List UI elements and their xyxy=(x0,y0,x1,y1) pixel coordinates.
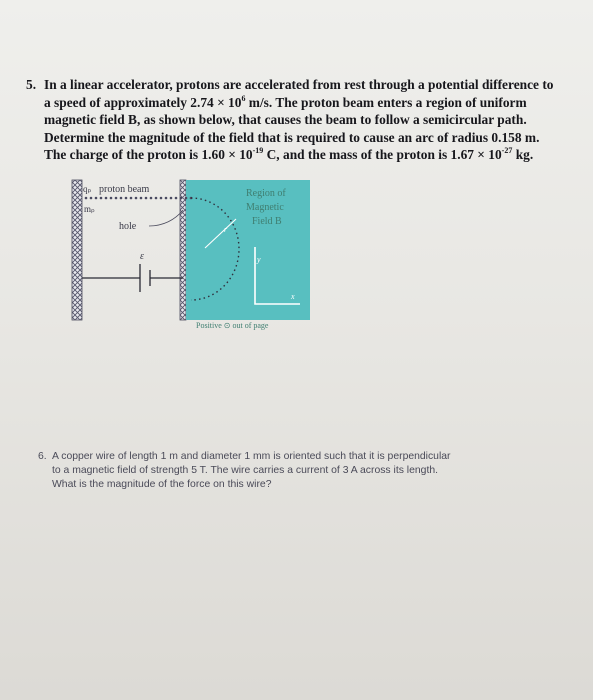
problem-5-number: 5. xyxy=(26,77,37,92)
region-label-line-1: Region of xyxy=(246,188,286,199)
mass-exponent: -27 xyxy=(501,146,513,156)
region-label-line-2: Magnetic xyxy=(246,202,284,213)
proton-beam-path xyxy=(85,197,193,200)
charge-text: The charge of the proton is 1.60 × 10 xyxy=(44,147,253,163)
mass-unit: kg. xyxy=(512,147,534,163)
circuit-wire xyxy=(82,264,183,292)
left-plate xyxy=(72,180,82,320)
region-label-line-3: Field B xyxy=(252,216,282,227)
speed-text: a speed of approximately 2.74 × 10 xyxy=(44,94,242,110)
charge-label: qₚ xyxy=(83,184,92,194)
emf-label: ε xyxy=(140,251,144,262)
y-axis-label: y xyxy=(257,255,261,264)
problem-5-line-4: Determine the magnitude of the field that is required to cause an arc of radius 0.158 m. xyxy=(44,129,540,145)
hole-pointer xyxy=(149,210,183,226)
problem-6-line-1: A copper wire of length 1 m and diameter 1 mm is oriented such that it is perpendicular xyxy=(52,451,451,462)
problem-6-line-2: to a magnetic field of strength 5 T. The wire carries a current of 3 A across its length. xyxy=(52,465,438,476)
x-axis-label: x xyxy=(291,292,295,301)
right-plate xyxy=(180,180,186,320)
radius-label: r xyxy=(224,225,228,234)
charge-exponent: -19 xyxy=(252,146,264,156)
problem-5-line-3: magnetic field B, as shown below, that causes the beam to follow a semicircular path. xyxy=(44,112,527,128)
problem-6-number: 6. xyxy=(38,451,47,462)
proton-beam-label: proton beam xyxy=(99,184,150,195)
problem-6-line-3: What is the magnitude of the force on this wire? xyxy=(52,479,272,490)
speed-exponent: 6 xyxy=(241,93,246,103)
positive-direction-label: Positive ⊙ out of page xyxy=(196,321,269,330)
mass-label: mₚ xyxy=(84,204,95,214)
speed-text-rest: m/s. The proton beam enters a region of uniform xyxy=(245,94,527,110)
problem-5-line-1: In a linear accelerator, protons are accelerated from rest through a potential difference to xyxy=(44,77,554,92)
mass-text: C, and the mass of the proton is 1.67 × 10 xyxy=(263,147,502,163)
hole-label: hole xyxy=(119,221,137,232)
